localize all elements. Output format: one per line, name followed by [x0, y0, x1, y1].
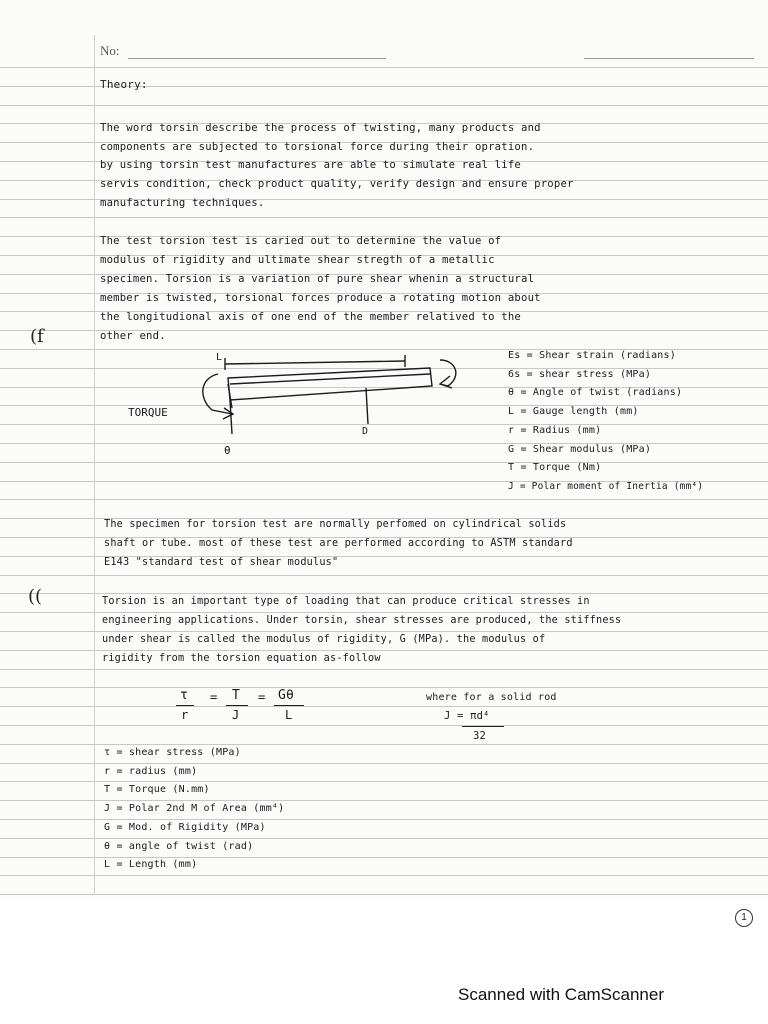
diameter-label: D	[362, 426, 369, 437]
eq-J-expression: J = πd⁴	[444, 710, 490, 722]
eq-T: T	[232, 688, 241, 703]
ruled-line	[0, 857, 768, 858]
ruled-line	[0, 725, 768, 726]
ruled-line	[0, 217, 768, 218]
margin-mark-2: ((	[28, 586, 43, 607]
margin-line	[94, 35, 95, 895]
para2-line-1: The test torsion test is caried out to determine the value of	[100, 235, 502, 247]
variable-rigidity: G = Mod. of Rigidity (MPa)	[104, 822, 266, 833]
ruled-line	[0, 744, 768, 745]
header-line-right	[584, 58, 754, 59]
para1-line-2: components are subjected to torsional force during their opration.	[100, 141, 535, 153]
ruled-line	[0, 67, 768, 68]
eq-fraction-bar-4	[462, 726, 504, 727]
specimen-rod	[228, 368, 432, 400]
ruled-line	[0, 800, 768, 801]
para4-line-1: Torsion is an important type of loading that can produce critical stresses in	[102, 596, 590, 607]
variable-radius: r = radius (mm)	[104, 766, 198, 777]
eq-r: r	[181, 708, 189, 722]
eq-tau: τ	[180, 688, 189, 703]
para1-line-1: The word torsin describe the process of twisting, many products and	[100, 122, 541, 134]
margin-mark-1: (f	[30, 326, 44, 347]
no-label: No:	[100, 43, 120, 58]
ruled-line	[0, 875, 768, 876]
para2-line-2: modulus of rigidity and ultimate shear stregth of a metallic	[100, 254, 495, 266]
legend-shear-stress: 6s = shear stress (MPa)	[508, 369, 652, 380]
legend-gauge-length: L = Gauge length (mm)	[508, 406, 639, 417]
eq-fraction-bar-3	[274, 705, 304, 706]
eq-fraction-bar-1	[176, 705, 194, 706]
page-number: 1	[735, 909, 753, 927]
para4-line-4: rigidity from the torsion equation as-follow	[102, 653, 381, 664]
variable-length: L = Length (mm)	[104, 859, 198, 870]
ruled-line	[0, 631, 768, 632]
ruled-line	[0, 575, 768, 576]
legend-torque: T = Torque (Nm)	[508, 462, 602, 473]
ruled-line	[0, 499, 768, 500]
para3-line-1: The specimen for torsion test are normally perfomed on cylindrical solids	[104, 519, 567, 530]
ruled-line	[0, 612, 768, 613]
variable-polar-area: J = Polar 2nd M of Area (mm⁴)	[104, 803, 285, 814]
ruled-line	[0, 838, 768, 839]
eq-L: L	[285, 708, 293, 722]
para1-line-4: servis condition, check product quality, verify design and ensure proper	[100, 178, 574, 190]
theory-heading: Theory:	[100, 78, 148, 91]
para1-line-3: by using torsin test manufactures are able to simulate real life	[100, 159, 521, 171]
variable-shear-stress: τ = shear stress (MPa)	[104, 747, 241, 758]
ruled-line	[0, 894, 768, 895]
eq-denominator: 32	[473, 730, 487, 742]
ruled-line	[0, 819, 768, 820]
scanner-watermark: Scanned with CamScanner	[458, 985, 665, 1004]
length-label: L	[216, 352, 223, 363]
para2-line-5: the longitudional axis of one end of the member relatived to the	[100, 311, 521, 323]
para1-line-5: manufacturing techniques.	[100, 197, 265, 209]
para4-line-3: under shear is called the modulus of rigidity, G (MPa). the modulus of	[102, 634, 546, 645]
ruled-line	[0, 650, 768, 651]
eq-G-theta: Gθ	[278, 688, 295, 703]
variable-angle-of-twist: θ = angle of twist (rad)	[104, 841, 254, 852]
length-dimension-line	[225, 361, 405, 364]
eq-equals-1: =	[210, 690, 218, 704]
ruled-line	[0, 669, 768, 670]
para3-line-2: shaft or tube. most of these test are performed according to ASTM standard	[104, 538, 573, 549]
legend-radius: r = Radius (mm)	[508, 425, 602, 436]
ruled-line	[0, 593, 768, 594]
legend-shear-strain: Es = Shear strain (radians)	[508, 350, 676, 361]
ruled-line	[0, 781, 768, 782]
ruled-line	[0, 687, 768, 688]
legend-shear-modulus: G = Shear modulus (MPa)	[508, 444, 652, 455]
para2-line-4: member is twisted, torsional forces produce a rotating motion about	[100, 292, 541, 304]
eq-solid-rod-note: where for a solid rod	[426, 692, 557, 703]
eq-equals-2: =	[258, 690, 266, 704]
para2-line-3: specimen. Torsion is a variation of pure shear whenin a structural	[100, 273, 535, 285]
diameter-pointer	[366, 388, 368, 424]
angle-label: θ	[224, 444, 231, 457]
torque-label: TORQUE	[128, 406, 168, 419]
para3-line-3: E143 "standard test of shear modulus"	[104, 557, 339, 568]
no-field-line	[128, 58, 386, 59]
torsion-diagram	[100, 346, 480, 466]
ruled-line	[0, 706, 768, 707]
variable-torque: T = Torque (N.mm)	[104, 784, 210, 795]
legend-polar-moment: J = Polar moment of Inertia (mm⁴)	[508, 481, 704, 492]
ruled-line	[0, 105, 768, 106]
para4-line-2: engineering applications. Under torsin, shear stresses are produced, the stiffness	[102, 615, 622, 626]
legend-angle-of-twist: θ = Angle of twist (radians)	[508, 387, 683, 398]
para2-line-6: other end.	[100, 330, 166, 342]
eq-fraction-bar-2	[226, 705, 248, 706]
eq-J: J	[232, 708, 240, 722]
ruled-line	[0, 763, 768, 764]
